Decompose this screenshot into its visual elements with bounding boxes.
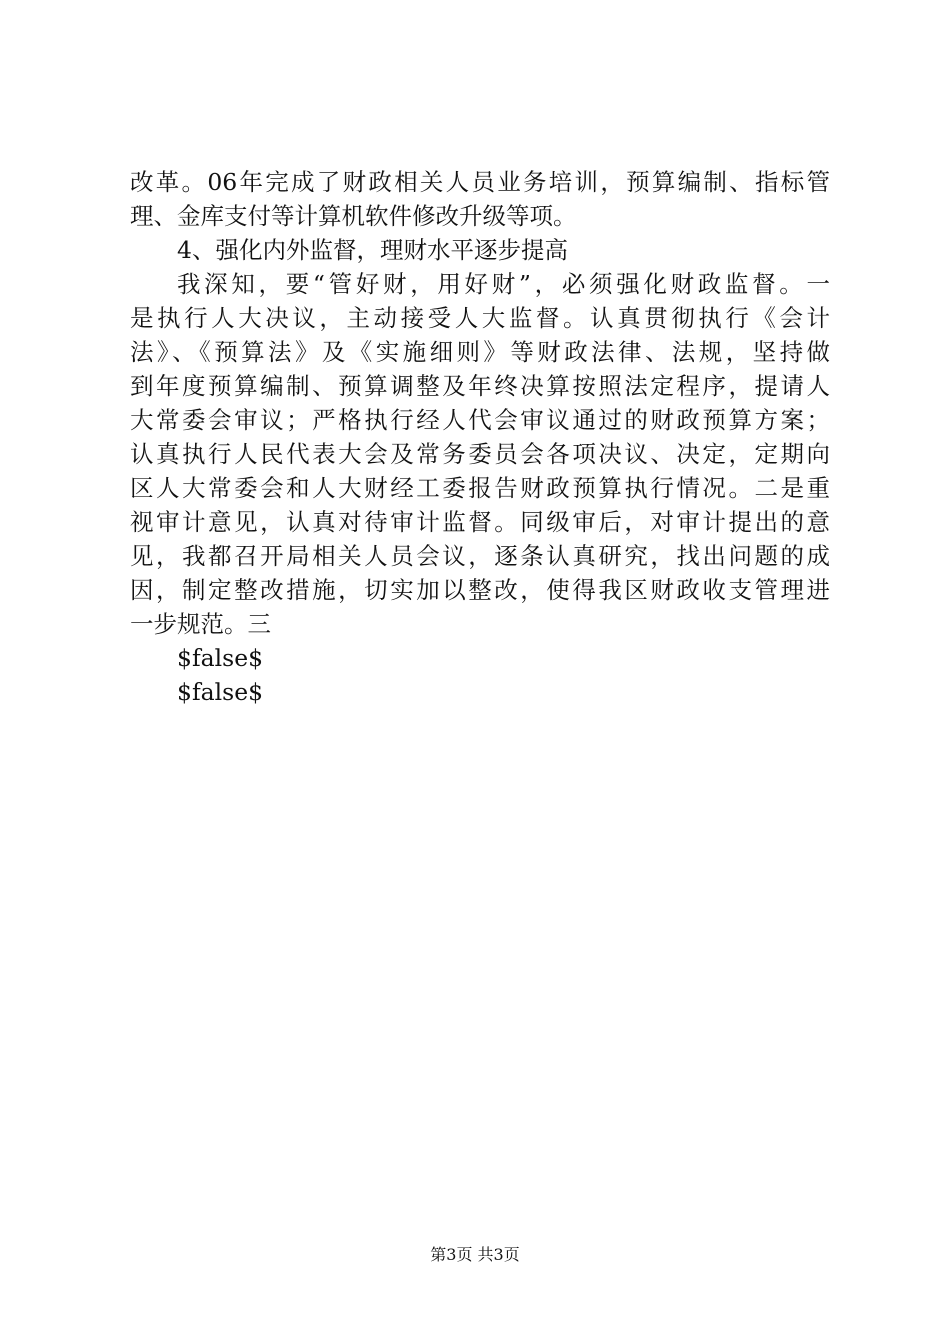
text-line: 认真执行人民代表大会及常务委员会各项决议、决定，定期向 bbox=[130, 440, 830, 468]
text-line: 到年度预算编制、预算调整及年终决算按照法定程序，提请人 bbox=[130, 372, 830, 400]
text-line: 区人大常委会和人大财经工委报告财政预算执行情况。二是重 bbox=[130, 474, 830, 502]
text-line: 因，制定整改措施，切实加以整改，使得我区财政收支管理进 bbox=[130, 576, 830, 604]
text-line: 大常委会审议；严格执行经人代会审议通过的财政预算方案； bbox=[130, 406, 830, 434]
text-line: 一步规范。三 bbox=[130, 610, 271, 638]
text-line: 法》、《预算法》及《实施细则》等财政法律、法规，坚持做 bbox=[130, 338, 830, 366]
text-line: 见，我都召开局相关人员会议，逐条认真研究，找出问题的成 bbox=[130, 542, 830, 570]
page-number: 第3页 共3页 bbox=[430, 1245, 520, 1264]
text-line: 我深知，要“管好财，用好财”，必须强化财政监督。一 bbox=[177, 270, 830, 298]
placeholder-line: $false$ bbox=[177, 644, 264, 672]
text-line: 视审计意见，认真对待审计监督。同级审后，对审计提出的意 bbox=[130, 508, 830, 536]
text-line: 理、金库支付等计算机软件修改升级等项。 bbox=[130, 202, 577, 230]
placeholder-line: $false$ bbox=[177, 678, 264, 706]
section-heading: 4、强化内外监督，理财水平逐步提高 bbox=[177, 236, 568, 264]
text-line: 是执行人大决议，主动接受人大监督。认真贯彻执行《会计 bbox=[130, 304, 830, 332]
text-line: 改革。06年完成了财政相关人员业务培训，预算编制、指标管 bbox=[130, 168, 830, 196]
document-body bbox=[130, 165, 830, 709]
